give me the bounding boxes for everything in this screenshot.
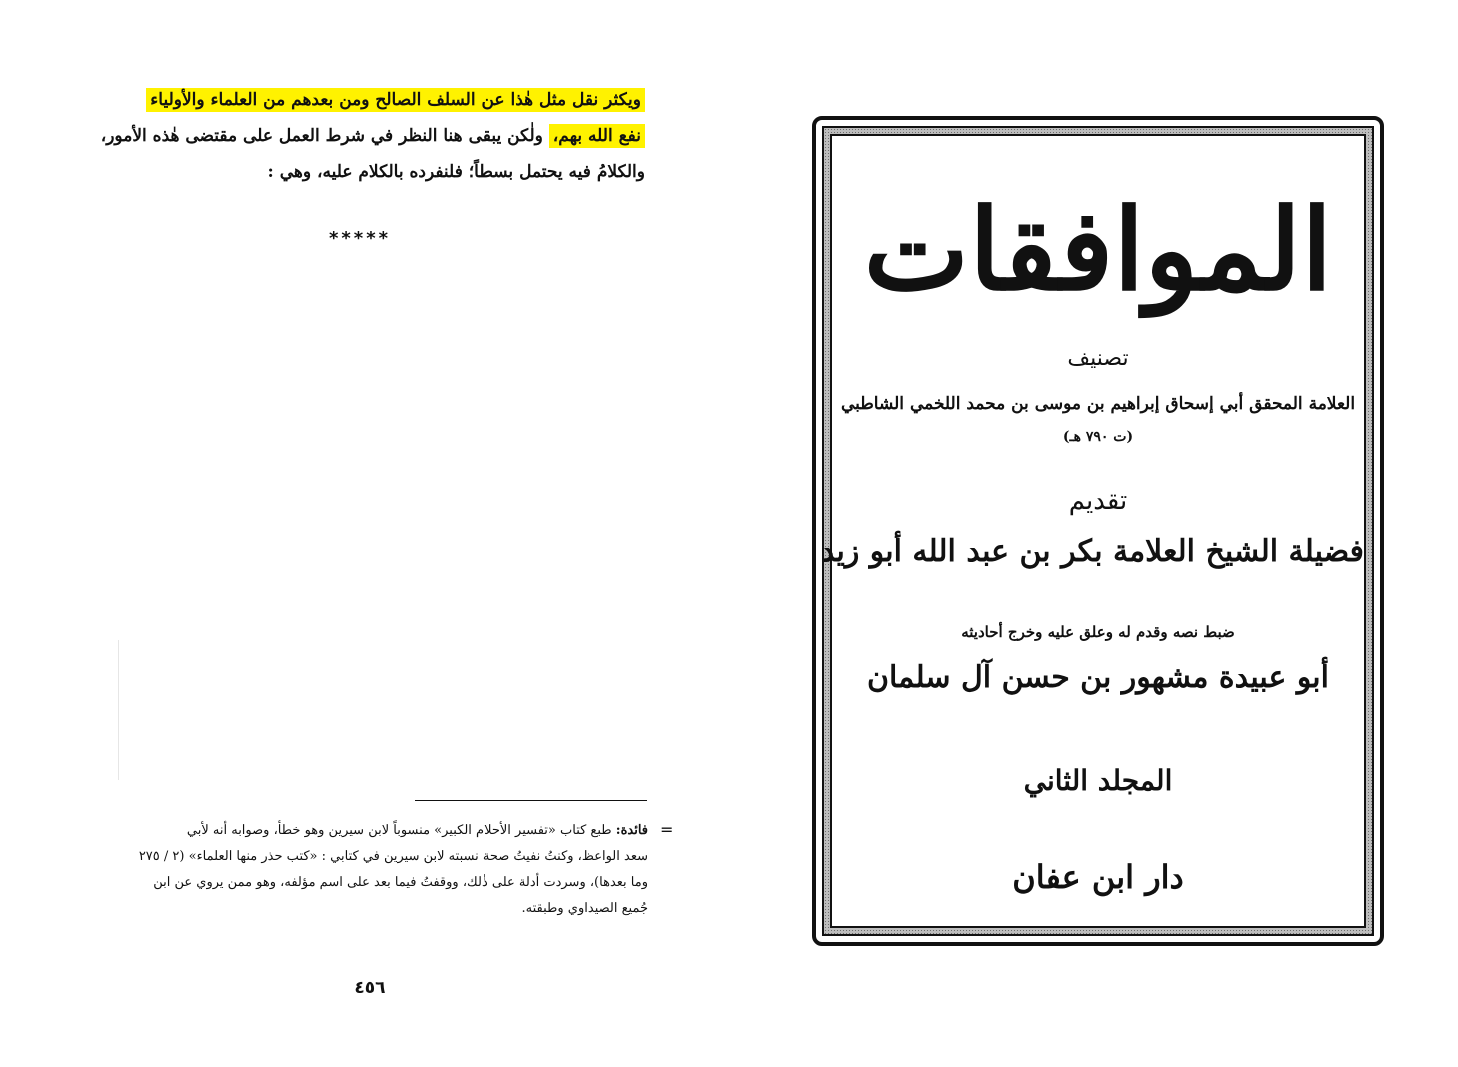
footnote-line-1 — [78, 818, 648, 844]
footnote-text: طبع كتاب «تفسير الأحلام الكبير» منسوباً لابن سيرين وهو خطأ، وصوابه أنه لأبي — [186, 823, 612, 838]
text-line-2 — [70, 118, 645, 154]
tasnif-label: تصنيف — [1067, 346, 1129, 371]
footnote — [78, 818, 648, 922]
main-text — [70, 82, 645, 190]
footnote-rule — [415, 800, 647, 801]
text-segment: ولٰكن يبقى هنا النظر في شرط العمل على مقتضى هٰذه الأمور، — [100, 126, 549, 146]
footnote-line-3: وما بعدها)، وسردت أدلة على ذٰلك، ووقفتُ فيما بعد على اسم مؤلفه، وهو ممن يروي عن ابن — [153, 875, 648, 890]
page-number: ٤٥٦ — [354, 978, 386, 998]
footnote-line-2: سعد الواعظ، وكنتُ نفيتُ صحة نسبته لابن سيرين في كتابي : «كتب حذر منها العلماء» (٢ / ٢٧٥ — [138, 849, 648, 864]
editorial-credit: ضبط نصه وقدم له وعلق عليه وخرج أحاديثه — [961, 623, 1235, 641]
text-segment: والكلامُ فيه يحتمل بسطاً؛ فلنفرده بالكلام عليه، وهي : — [267, 162, 645, 182]
footnote-continuation-marker: = — [660, 820, 674, 839]
editor-name: أبو عبيدة مشهور بن حسن آل سلمان — [866, 660, 1329, 695]
footnote-label: فائدة: — [615, 823, 648, 838]
volume-label: المجلد الثاني — [1023, 764, 1173, 797]
author-name: العلامة المحقق أبي إسحاق إبراهيم بن موسى بن محمد اللخمي الشاطبي — [840, 394, 1356, 414]
text-line-1 — [70, 82, 645, 118]
right-page-title — [720, 0, 1458, 1067]
title-frame — [812, 116, 1384, 946]
left-page — [0, 0, 720, 1067]
scan-artifact-line — [118, 640, 119, 780]
text-line-3 — [70, 154, 645, 190]
publisher-name: دار ابن عفان — [1012, 858, 1184, 896]
footnote-line-4: جُميع الصيداوي وطبقته. — [521, 901, 648, 916]
death-date: (ت ٧٩٠ هـ) — [1062, 429, 1134, 445]
highlighted-text[interactable]: نفع الله بهم، — [549, 124, 645, 148]
section-separator: ***** — [328, 228, 392, 249]
highlighted-text[interactable]: ويكثر نقل مثل هٰذا عن السلف الصالح ومن بعدهم من العلماء والأولياء — [146, 88, 645, 112]
title-panel — [820, 134, 1366, 928]
presenter-name: فضيلة الشيخ العلامة بكر بن عبد الله أبو زيد — [820, 534, 1364, 569]
book-title: الموافقات — [863, 185, 1333, 316]
taqdim-label: تقديم — [1068, 486, 1128, 516]
